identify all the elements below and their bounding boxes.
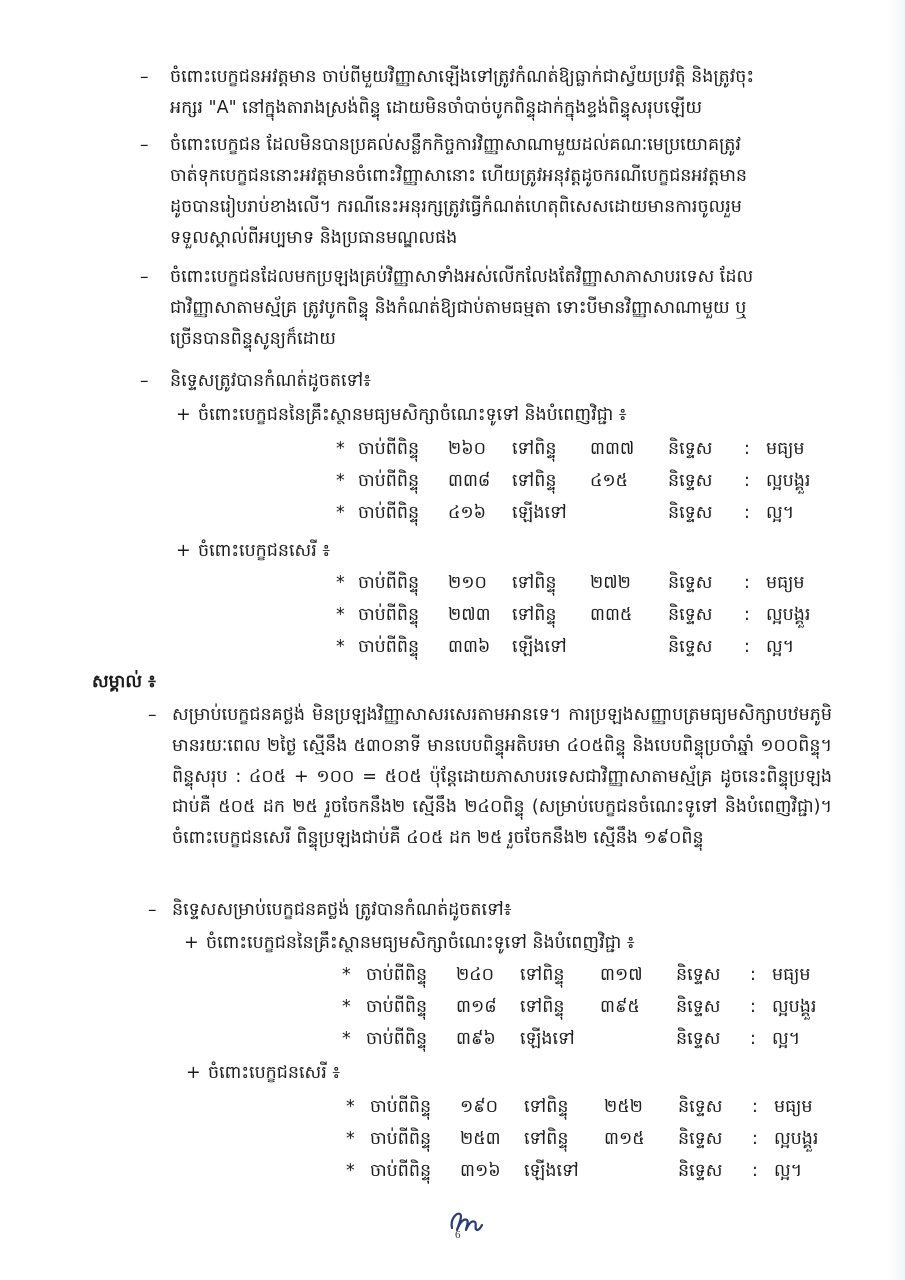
colon: : <box>744 503 750 523</box>
bullet-star: * <box>346 1129 355 1149</box>
bullet-star: * <box>336 573 345 593</box>
paragraph-line: ជាវិញ្ញាសាតាមស្ម័គ្រ ត្រូវបូកពិន្ទុ និងកំណត់ឱ្យជាប់តាមធម្មតា ទោះបីមានវិញ្ញាសាណាមួយ ឬ <box>170 298 747 318</box>
bullet-star: * <box>346 1097 355 1117</box>
grade-label: និទ្ទេស <box>668 637 713 657</box>
grade-row <box>0 1124 905 1155</box>
grade-label: និទ្ទេស <box>668 503 713 523</box>
colon: : <box>744 471 750 491</box>
to-label: ទៅពិន្ទុ <box>512 573 557 593</box>
to-label: ទៅពិន្ទុ <box>520 965 565 985</box>
colon: : <box>744 605 750 625</box>
grade-value: មធ្យម <box>766 439 805 459</box>
grade-value: ល្អ។ <box>772 1029 801 1049</box>
to-label: ឡើងទៅ <box>520 1029 575 1049</box>
bullet-dash: – <box>140 135 149 155</box>
group-heading: ចំពោះបេក្ខជននៃគ្រឹះស្ថានមធ្យមសិក្សាចំណេះទូទៅ និងបំពេញវិជ្ជា ៖ <box>198 405 627 425</box>
colon: : <box>750 965 756 985</box>
bullet-star: * <box>336 439 345 459</box>
group-heading: ចំពោះបេក្ខជនសេរី ៖ <box>208 1063 341 1083</box>
from-label: ចាប់ពីពិន្ទុ <box>358 637 420 657</box>
from-score: ៣៣៨ <box>448 471 491 491</box>
colon: : <box>744 573 750 593</box>
grade-value: ល្អ។ <box>774 1161 803 1181</box>
note-heading: សម្គាល់ ៖ <box>92 672 156 692</box>
bullet-star: * <box>336 503 345 523</box>
from-label: ចាប់ពីពិន្ទុ <box>366 997 428 1017</box>
to-label: ឡើងទៅ <box>524 1161 579 1181</box>
paragraph-line: ដូចបានរៀបរាប់ខាងលើ។ ករណីនេះអនុរក្សត្រូវធ្វើកំណត់ហេតុពិសេសដោយមានការចូលរួម <box>170 197 742 217</box>
bullet-star: * <box>342 965 351 985</box>
grade-label: និទ្ទេស <box>678 1161 723 1181</box>
grade-value: ល្អ។ <box>766 503 795 523</box>
handwritten-initial-mark <box>448 1206 484 1238</box>
to-score: ២៥២ <box>604 1097 643 1117</box>
from-label: ចាប់ពីពិន្ទុ <box>358 471 420 491</box>
bullet-dash: – <box>148 705 157 725</box>
from-label: ចាប់ពីពិន្ទុ <box>358 573 420 593</box>
from-score: ៣៣៦ <box>448 637 491 657</box>
grade-value: ល្អបង្គួរ <box>772 997 817 1017</box>
grade-label: និទ្ទេស <box>668 439 713 459</box>
grade-label: និទ្ទេស <box>676 1029 721 1049</box>
bullet-plus: + <box>186 1063 201 1083</box>
bullet-dash: – <box>140 371 149 391</box>
from-score: ២១០ <box>448 573 487 593</box>
from-score: ២៤០ <box>456 965 495 985</box>
bullet-star: * <box>336 471 345 491</box>
paragraph-line: ចំពោះបេក្ខជនដែលមកប្រឡងគ្រប់វិញ្ញាសាទាំងអស់លើកលែងតែវិញ្ញាសាភាសាបរទេស ដែល <box>170 267 754 287</box>
from-score: ៣៩៦ <box>456 1029 496 1049</box>
grade-row <box>0 1156 905 1187</box>
to-label: ឡើងទៅ <box>512 503 567 523</box>
group-heading: ចំពោះបេក្ខជនសេរី ៖ <box>198 541 331 561</box>
from-score: ២៦០ <box>448 439 487 459</box>
bullet-star: * <box>336 637 345 657</box>
grade-row <box>0 568 905 599</box>
from-score: ៤១៦ <box>448 503 487 523</box>
to-score: ៣១៥ <box>604 1129 645 1149</box>
grade-value: មធ្យម <box>772 965 811 985</box>
grade-row <box>0 992 905 1023</box>
bullet-dash: – <box>140 267 149 287</box>
bullet-dash: – <box>148 900 157 920</box>
grade-value: មធ្យម <box>766 573 805 593</box>
to-label: ទៅពិន្ទុ <box>524 1097 569 1117</box>
to-label: ទៅពិន្ទុ <box>512 439 557 459</box>
to-label: ទៅពិន្ទុ <box>524 1129 569 1149</box>
to-label: ទៅពិន្ទុ <box>512 605 557 625</box>
grade-label: និទ្ទេស <box>678 1097 723 1117</box>
bullet-plus: + <box>176 541 191 561</box>
colon: : <box>744 439 750 459</box>
grade-row <box>0 466 905 497</box>
to-label: ទៅពិន្ទុ <box>520 997 565 1017</box>
from-score: ២៧៣ <box>448 605 491 625</box>
bullet-star: * <box>342 997 351 1017</box>
from-label: ចាប់ពីពិន្ទុ <box>370 1097 432 1117</box>
grade-value: ល្អបង្គួរ <box>774 1129 819 1149</box>
grade-row <box>0 1092 905 1123</box>
paragraph-line: អក្សរ "A" នៅក្នុងតារាងស្រង់ពិន្ទុ ដោយមិនចាំបាច់បូកពិន្ទុដាក់ក្នុងខ្ទង់ពិន្ទុសរុបឡើយ <box>170 98 702 118</box>
grade-row <box>0 632 905 663</box>
colon: : <box>744 637 750 657</box>
from-label: ចាប់ពីពិន្ទុ <box>370 1129 432 1149</box>
to-label: ឡើងទៅ <box>512 637 567 657</box>
colon: : <box>750 1029 756 1049</box>
to-score: ៤១៥ <box>590 471 629 491</box>
note-paragraph: សម្រាប់បេក្ខជនគថ្លង់ មិនប្រឡងវិញ្ញាសាសរសេរតាមអានទេ។ ការប្រឡងសញ្ញាបត្រមធ្យមសិក្សាបឋមភូមិ មានរយៈពេល ២ថ្ងៃ ស្មើនឹង ៥៣០នាទី មានបេបពិន្ទុអតិបរមា ៤០៥ពិន្ទុ និងបេបពិន្ទុប្រចាំឆ្នាំ ១០០ពិន្ទុ។ ពិន្ទុសរុប : ៤០៥ + ១០០ = ៥០៥ ប៉ុន្តែដោយភាសាបរទេសជាវិញ្ញាសាតាមស្ម័គ្រ ដូចនេះពិន្ទុប្រឡងជាប់គឺ ៥០៥ ដក ២៥ រួចចែកនឹង២ ស្មើនឹង ២៤០ពិន្ទុ (សម្រាប់បេក្ខជនចំណេះទូទៅ និងបំពេញវិជ្ជា)។ ចំពោះបេក្ខជនសេរី ពិន្ទុប្រឡងជាប់គឺ ៤០៥ ដក ២៥ រួចចែកនឹង២ ស្មើនឹង ១៩០ពិន្ទុ <box>172 705 832 849</box>
grade-value: ល្អបង្គួរ <box>766 471 811 491</box>
paragraph-line: ចំពោះបេក្ខជនអវត្តមាន ចាប់ពីមួយវិញ្ញាសាឡើងទៅត្រូវកំណត់ឱ្យធ្លាក់ជាស្វ័យប្រវត្តិ និងត្រូវចុះ <box>170 67 755 87</box>
from-label: ចាប់ពីពិន្ទុ <box>366 965 428 985</box>
grade-row <box>0 434 905 465</box>
bullet-dash: – <box>140 67 149 87</box>
from-label: ចាប់ពីពិន្ទុ <box>358 439 420 459</box>
from-score: ៣១៨ <box>456 997 497 1017</box>
bullet-plus: + <box>176 405 191 425</box>
grade-label: និទ្ទេស <box>678 1129 723 1149</box>
paragraph-line: និទ្ទេសត្រូវបានកំណត់ដូចតទៅ៖ <box>170 371 371 391</box>
from-label: ចាប់ពីពិន្ទុ <box>366 1029 428 1049</box>
page-number: 6 <box>455 1229 461 1241</box>
bullet-star: * <box>336 605 345 625</box>
paragraph-line: ចាត់ទុកបេក្ខជននោះអវត្តមានចំពោះវិញ្ញាសានោះ ហើយត្រូវអនុវត្តដូចករណីបេក្ខជនអវត្តមាន <box>170 166 747 186</box>
grade-label: និទ្ទេស <box>668 573 713 593</box>
grade-label: និទ្ទេស <box>668 605 713 625</box>
bullet-star: * <box>346 1161 355 1181</box>
note-intro: និទ្ទេសសម្រាប់បេក្ខជនគថ្លង់ ត្រូវបានកំណត់ដូចតទៅ៖ <box>172 900 512 920</box>
colon: : <box>752 1097 758 1117</box>
grade-value: ល្អ។ <box>766 637 795 657</box>
grade-label: និទ្ទេស <box>676 997 721 1017</box>
from-score: ២៥៣ <box>460 1129 501 1149</box>
to-score: ៣៩៥ <box>600 997 640 1017</box>
grade-row <box>0 960 905 991</box>
to-score: ៣១៧ <box>600 965 643 985</box>
to-label: ទៅពិន្ទុ <box>512 471 557 491</box>
group-heading: ចំពោះបេក្ខជននៃគ្រឹះស្ថានមធ្យមសិក្សាចំណេះទូទៅ និងបំពេញវិជ្ជា ៖ <box>206 933 635 953</box>
colon: : <box>752 1161 758 1181</box>
from-score: ១៩០ <box>460 1097 499 1117</box>
to-score: ៣៣៧ <box>590 439 635 459</box>
colon: : <box>752 1129 758 1149</box>
paragraph-line: ចំពោះបេក្ខជន ដែលមិនបានប្រគល់សន្លឹកកិច្ចការវិញ្ញាសាណាមួយដល់គណៈមេប្រយោគត្រូវ <box>170 135 741 155</box>
paragraph-line: ទទួលស្គាល់ពីអប្បមាទ និងប្រធានមណ្ឌលផង <box>170 228 458 248</box>
grade-value: មធ្យម <box>774 1097 813 1117</box>
to-score: ៣៣៥ <box>590 605 633 625</box>
paragraph-line: ច្រើនបានពិន្ទុសូន្យក៏ដោយ <box>170 329 336 349</box>
grade-row <box>0 600 905 631</box>
from-label: ចាប់ពីពិន្ទុ <box>358 605 420 625</box>
grade-row <box>0 1024 905 1055</box>
bullet-star: * <box>342 1029 351 1049</box>
from-label: ចាប់ពីពិន្ទុ <box>370 1161 432 1181</box>
colon: : <box>750 997 756 1017</box>
to-score: ២៧២ <box>590 573 631 593</box>
bullet-plus: + <box>184 933 199 953</box>
grade-label: និទ្ទេស <box>676 965 721 985</box>
grade-value: ល្អបង្គួរ <box>766 605 811 625</box>
from-score: ៣១៦ <box>460 1161 501 1181</box>
grade-label: និទ្ទេស <box>668 471 713 491</box>
from-label: ចាប់ពីពិន្ទុ <box>358 503 420 523</box>
grade-row <box>0 498 905 529</box>
